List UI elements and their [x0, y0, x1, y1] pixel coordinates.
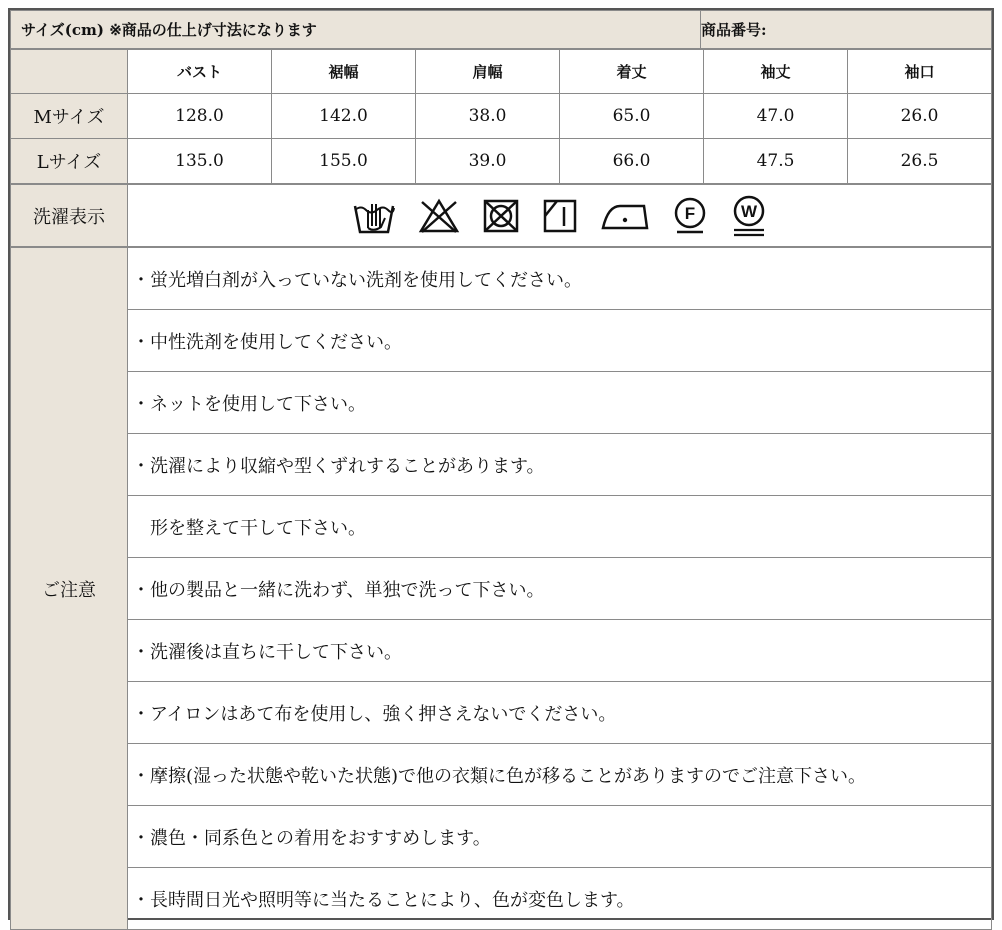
- row-label: Lサイズ: [11, 139, 128, 184]
- note-item: ・他の製品と一緒に洗わず、単独で洗って下さい。: [128, 558, 992, 620]
- iron-low-icon: [600, 200, 650, 232]
- table-cell: 65.0: [560, 94, 704, 139]
- table-cell: 47.0: [704, 94, 848, 139]
- note-row: [11, 558, 992, 620]
- column-header: 着丈: [560, 50, 704, 94]
- header-row: [10, 10, 992, 49]
- table-row: [11, 94, 992, 139]
- notes-label: ご注意: [11, 248, 128, 930]
- no-bleach-icon: [418, 198, 460, 234]
- table-cell: 155.0: [272, 139, 416, 184]
- no-tumble-dry-icon: [482, 198, 520, 234]
- note-row: [11, 806, 992, 868]
- column-header: 袖丈: [704, 50, 848, 94]
- table-cell: 38.0: [416, 94, 560, 139]
- size-table-header: [11, 50, 992, 94]
- note-row: [11, 310, 992, 372]
- table-cell: 135.0: [128, 139, 272, 184]
- line-dry-shade-icon: [542, 198, 578, 234]
- note-item: ・濃色・同系色との着用をおすすめします。: [128, 806, 992, 868]
- notes-table: [10, 247, 992, 930]
- dry-clean-letter: F: [684, 203, 695, 223]
- note-row: [11, 682, 992, 744]
- column-header: 裾幅: [272, 50, 416, 94]
- table-cell: 128.0: [128, 94, 272, 139]
- table-cell: 26.0: [848, 94, 992, 139]
- wet-clean-letter: W: [740, 201, 757, 221]
- header-title: サイズ(cm) ※商品の仕上げ寸法になります: [11, 11, 701, 49]
- care-icons: [128, 185, 991, 246]
- note-item: ・摩擦(湿った状態や乾いた状態)で他の衣類に色が移ることがありますのでご注意下さい。: [128, 744, 992, 806]
- care-table: [10, 184, 992, 247]
- note-item: ・洗濯により収縮や型くずれすることがあります。: [128, 434, 992, 496]
- note-row: [11, 620, 992, 682]
- note-row: [11, 372, 992, 434]
- dry-clean-f-icon: [672, 196, 708, 236]
- care-row: [11, 185, 992, 247]
- note-item: ・長時間日光や照明等に当たることにより、色が変色します。: [128, 868, 992, 930]
- note-item: ・蛍光増白剤が入っていない洗剤を使用してください。: [128, 248, 992, 310]
- note-row: [11, 248, 992, 310]
- column-header: 袖口: [848, 50, 992, 94]
- note-item: ・ネットを使用して下さい。: [128, 372, 992, 434]
- note-item: ・アイロンはあて布を使用し、強く押さえないでください。: [128, 682, 992, 744]
- row-label: Mサイズ: [11, 94, 128, 139]
- wet-clean-w-icon: [730, 194, 768, 238]
- hand-wash-icon: [352, 196, 396, 236]
- column-header: バスト: [128, 50, 272, 94]
- care-icons-cell: [128, 185, 992, 247]
- note-row: [11, 434, 992, 496]
- note-row: [11, 868, 992, 930]
- table-cell: 66.0: [560, 139, 704, 184]
- product-number-label: 商品番号:: [701, 11, 992, 49]
- note-item: 形を整えて干して下さい。: [128, 496, 992, 558]
- note-row: [11, 496, 992, 558]
- table-cell: 142.0: [272, 94, 416, 139]
- table-cell: 39.0: [416, 139, 560, 184]
- corner-cell: [11, 50, 128, 94]
- column-header: 肩幅: [416, 50, 560, 94]
- size-table: [10, 49, 992, 184]
- table-cell: 26.5: [848, 139, 992, 184]
- note-item: ・中性洗剤を使用してください。: [128, 310, 992, 372]
- table-cell: 47.5: [704, 139, 848, 184]
- care-label: 洗濯表示: [11, 185, 128, 247]
- table-row: [11, 139, 992, 184]
- size-chart-frame: [8, 8, 994, 920]
- note-item: ・洗濯後は直ちに干して下さい。: [128, 620, 992, 682]
- note-row: [11, 744, 992, 806]
